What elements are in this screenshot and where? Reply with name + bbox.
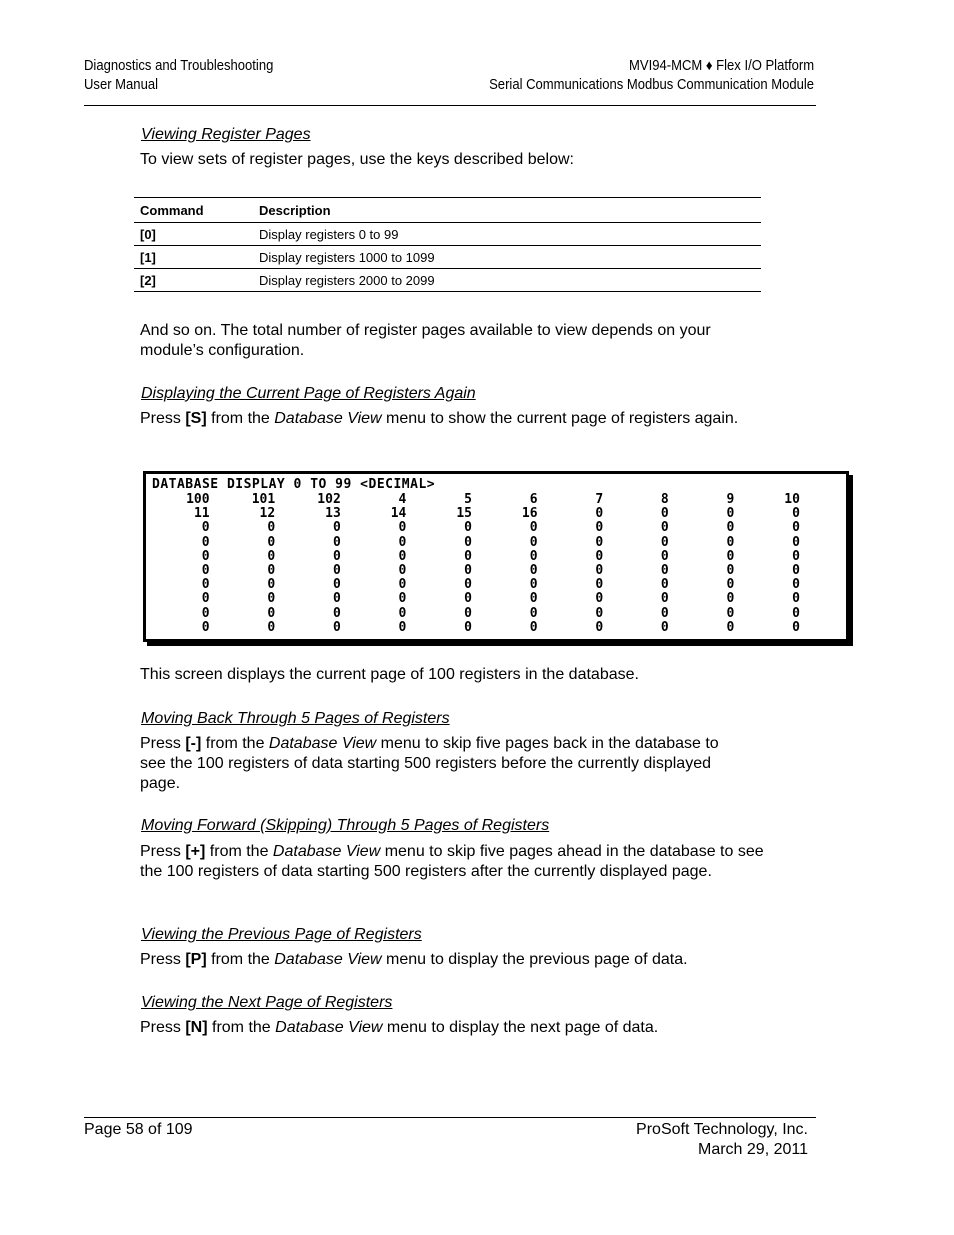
register-value: 0 — [726, 591, 735, 607]
register-value: 0 — [660, 534, 669, 550]
register-value: 0 — [267, 548, 276, 564]
register-value: 0 — [267, 562, 276, 578]
key-plus: [+] — [185, 843, 206, 860]
register-value: 0 — [267, 619, 276, 635]
register-value: 0 — [660, 548, 669, 564]
register-value: 13 — [325, 506, 341, 522]
description-cell: Display registers 0 to 99 — [253, 223, 761, 246]
description-cell: Display registers 1000 to 1099 — [253, 246, 761, 269]
register-value: 12 — [259, 506, 276, 522]
register-value: 16 — [521, 506, 538, 522]
register-value: 0 — [792, 605, 800, 621]
heading-forward-5-pages: Moving Forward (Skipping) Through 5 Pages of Registers — [141, 817, 550, 834]
register-value: 0 — [792, 591, 800, 607]
heading-back-5-pages: Moving Back Through 5 Pages of Registers — [141, 710, 450, 727]
intro-paragraph: To view sets of register pages, use the keys described below: — [140, 151, 574, 168]
register-value: 0 — [792, 577, 800, 593]
register-value: 0 — [792, 548, 800, 564]
back-5-paragraph: Press [-] from the Database View menu to skip five pages back in the database to see the 100 registers of data starting 500 registers before the currently displayed page. — [140, 735, 719, 792]
register-value: 0 — [726, 562, 735, 578]
register-value: 0 — [201, 591, 210, 607]
register-value: 11 — [193, 506, 210, 522]
table-row — [134, 223, 761, 246]
footer-date: March 29, 2011 — [698, 1141, 808, 1158]
key-p: [P] — [185, 951, 207, 968]
register-value: 0 — [726, 506, 735, 522]
register-value: 0 — [398, 534, 407, 550]
heading-next-page: Viewing the Next Page of Registers — [141, 994, 393, 1011]
register-value: 0 — [398, 562, 407, 578]
register-value: 0 — [332, 577, 341, 593]
register-value: 0 — [267, 591, 276, 607]
register-value: 0 — [201, 520, 210, 536]
display-again-paragraph: Press [S] from the Database View menu to show the current page of registers again. — [140, 410, 739, 427]
register-value: 14 — [390, 506, 407, 522]
register-value: 0 — [726, 605, 735, 621]
header-manual-title: User Manual — [84, 77, 158, 93]
register-value: 0 — [660, 506, 669, 522]
register-value: 0 — [398, 520, 407, 536]
menu-name: Database View — [268, 735, 377, 752]
register-value: 0 — [398, 548, 407, 564]
register-value: 0 — [398, 577, 407, 593]
register-value: 0 — [464, 520, 472, 536]
register-value: 0 — [201, 577, 210, 593]
register-value: 0 — [201, 619, 210, 635]
register-value: 0 — [267, 577, 276, 593]
register-value: 0 — [464, 577, 472, 593]
register-value: 0 — [726, 577, 735, 593]
command-cell: [1] — [134, 246, 253, 269]
register-value: 0 — [595, 506, 604, 522]
register-value: 10 — [784, 492, 800, 507]
register-grid — [152, 493, 808, 635]
register-value: 0 — [529, 619, 538, 635]
screen-caption: This screen displays the current page of 100 registers in the database. — [140, 666, 639, 683]
footer-company-block — [636, 1120, 808, 1160]
register-value: 0 — [332, 520, 341, 536]
register-value: 0 — [201, 548, 210, 564]
col-description-header: Description — [253, 198, 761, 223]
register-value: 0 — [792, 619, 800, 635]
register-value: 0 — [595, 591, 604, 607]
register-value: 0 — [332, 605, 341, 621]
register-value: 0 — [332, 562, 341, 578]
register-value: 8 — [660, 492, 669, 507]
table-row — [134, 269, 761, 292]
register-value: 0 — [201, 534, 210, 550]
heading-viewing-register-pages: Viewing Register Pages — [141, 126, 311, 143]
register-value: 0 — [464, 605, 472, 621]
register-value: 0 — [595, 548, 604, 564]
register-value: 0 — [529, 577, 538, 593]
previous-paragraph: Press [P] from the Database View menu to display the previous page of data. — [140, 951, 688, 968]
register-value: 0 — [595, 562, 604, 578]
footer-rule — [84, 1117, 816, 1118]
col-command-header: Command — [134, 198, 253, 223]
register-value: 0 — [529, 562, 538, 578]
register-value: 0 — [595, 577, 604, 593]
key-n: [N] — [185, 1019, 208, 1036]
register-value: 0 — [660, 591, 669, 607]
and-so-on-paragraph: And so on. The total number of register pages available to view depends on your module’s configuration. — [140, 322, 711, 359]
register-value: 0 — [267, 605, 276, 621]
register-value: 0 — [726, 534, 735, 550]
register-value: 15 — [456, 506, 472, 522]
register-value: 0 — [726, 548, 735, 564]
register-value: 0 — [660, 562, 669, 578]
register-value: 9 — [726, 492, 735, 507]
forward-5-paragraph: Press [+] from the Database View menu to skip five pages ahead in the database to see the 100 registers of data starting 500 registers after the currently displayed page. — [140, 843, 764, 880]
database-display-screen — [143, 471, 849, 642]
register-value: 0 — [726, 520, 735, 536]
register-value: 0 — [726, 619, 735, 635]
header-section-title: Diagnostics and Troubleshooting — [84, 58, 274, 74]
register-value: 6 — [529, 492, 538, 507]
register-value: 0 — [792, 562, 800, 578]
header-module: Serial Communications Modbus Communication Module — [489, 77, 814, 93]
header-rule — [84, 105, 816, 106]
key-s: [S] — [185, 410, 207, 427]
register-value: 100 — [186, 492, 210, 507]
register-value: 0 — [332, 548, 341, 564]
register-value: 0 — [595, 520, 604, 536]
register-value: 0 — [398, 619, 407, 635]
table-header-row — [134, 198, 761, 223]
register-value: 0 — [332, 534, 341, 550]
page-number: Page 58 of 109 — [84, 1121, 193, 1138]
register-value: 0 — [595, 619, 604, 635]
register-value: 0 — [332, 619, 341, 635]
register-value: 0 — [660, 619, 669, 635]
register-value: 0 — [201, 605, 210, 621]
menu-name: Database View — [275, 1019, 383, 1036]
register-value: 101 — [251, 492, 276, 507]
header-left — [84, 57, 273, 95]
register-value: 0 — [464, 619, 472, 635]
register-value: 0 — [398, 605, 407, 621]
heading-previous-page: Viewing the Previous Page of Registers — [141, 926, 422, 943]
register-value: 0 — [267, 520, 276, 536]
register-value: 0 — [398, 591, 407, 607]
next-paragraph: Press [N] from the Database View menu to display the next page of data. — [140, 1019, 659, 1036]
register-value: 0 — [201, 562, 210, 578]
register-value: 0 — [332, 591, 341, 607]
register-value: 0 — [792, 534, 800, 550]
register-value: 0 — [660, 605, 669, 621]
register-value: 0 — [529, 591, 538, 607]
register-value: 102 — [317, 492, 341, 507]
table-row — [134, 246, 761, 269]
register-value: 0 — [464, 562, 472, 578]
header-product: MVI94-MCM ♦ Flex I/O Platform — [628, 58, 814, 74]
register-value: 4 — [398, 492, 407, 507]
header-right — [489, 57, 814, 95]
register-value: 0 — [660, 577, 669, 593]
register-value: 0 — [792, 506, 800, 522]
register-value: 0 — [595, 605, 604, 621]
register-value: 0 — [529, 548, 538, 564]
register-value: 0 — [464, 548, 472, 564]
menu-name: Database View — [274, 410, 382, 427]
menu-name: Database View — [274, 951, 382, 968]
register-value: 5 — [464, 492, 472, 507]
register-value: 0 — [529, 534, 538, 550]
heading-display-again: Displaying the Current Page of Registers Again — [141, 385, 476, 402]
register-value: 0 — [595, 534, 604, 550]
key-minus: [-] — [185, 735, 202, 752]
command-table — [134, 197, 761, 292]
register-value: 0 — [529, 605, 538, 621]
command-cell: [0] — [134, 223, 253, 246]
register-value: 0 — [660, 520, 669, 536]
register-value: 0 — [792, 520, 800, 536]
command-cell: [2] — [134, 269, 253, 292]
register-value: 0 — [267, 534, 276, 550]
description-cell: Display registers 2000 to 2099 — [253, 269, 761, 292]
menu-name: Database View — [272, 843, 381, 860]
footer-company: ProSoft Technology, Inc. — [636, 1121, 808, 1138]
register-value: 0 — [464, 534, 472, 550]
register-value: 0 — [464, 591, 472, 607]
terminal-title: DATABASE DISPLAY 0 TO 99 <DECIMAL> — [152, 477, 436, 492]
register-value: 7 — [595, 492, 604, 507]
register-value: 0 — [529, 520, 538, 536]
